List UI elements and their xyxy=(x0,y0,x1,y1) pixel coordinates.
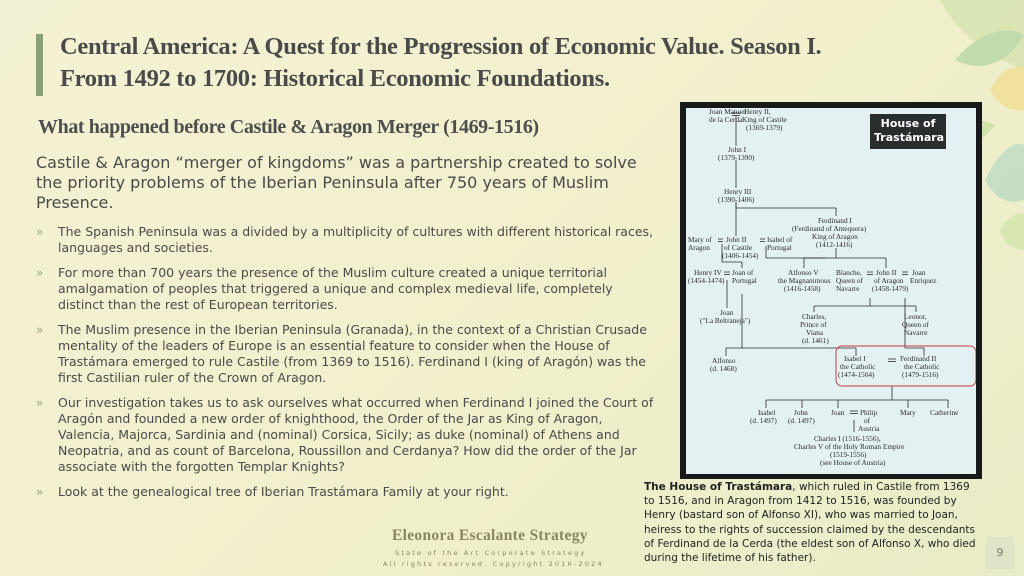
tree-node-charles-viana: (d. 1461) xyxy=(802,336,829,345)
bullet-item xyxy=(36,265,658,313)
tree-node-henry-ii: King of Castile xyxy=(742,115,787,124)
caption-bold: The House of Trastámara xyxy=(644,481,793,493)
bullet-item xyxy=(36,322,658,386)
tree-caption xyxy=(644,480,980,565)
tree-node-ferdinand-i: Ferdinand I xyxy=(818,216,852,225)
house-trastamara-badge xyxy=(870,114,946,149)
caption-text: , which ruled in Castile from 1369 to 1516, and in Aragon from 1412 to 1516, was founded by Henry (bastard son of Alfonso XI), who was married to Joan, heiress to the rights of succession claimed by the descendants of Ferdinand de la Cerda (the eldest son of Alfonso X, who died during the lifetime of his father). xyxy=(644,481,976,565)
badge-line1: House of xyxy=(880,117,936,130)
tree-node-charles-i: Charles V of the Holy Roman Empire xyxy=(794,442,905,451)
bullet-marker-icon: » xyxy=(36,485,44,499)
tree-node-alfonso-v: Alfonso V xyxy=(788,268,819,277)
company-tagline: State of the Art Corporate Strategy xyxy=(395,549,587,557)
lead-paragraph: Castile & Aragon “merger of kingdoms” was a partnership created to solve the priority problems of the Iberian Peninsula after 750 years of Muslim Presence. xyxy=(36,153,637,212)
tree-node-joan-enriquez: Joan xyxy=(912,268,926,277)
tree-node-john-ii-castile: John II xyxy=(726,235,747,244)
tree-node-joan-of-portugal: Joan of xyxy=(732,268,754,277)
company-logo-name: Eleonora Escalante Strategy xyxy=(392,527,588,544)
tree-node-charles-i: Charles I (1516-1556), xyxy=(814,434,881,443)
tree-node-juan-manuel: Joan Manuel xyxy=(709,108,747,116)
genealogy-tree-diagram xyxy=(686,108,976,474)
tree-node-henry-iii: (1390-1406) xyxy=(718,195,755,204)
tree-node-john-ii-aragon: of Aragon xyxy=(874,276,904,285)
bullet-text: The Muslim presence in the Iberian Peninsula (Granada), in the context of a Christian Crusade mentality of the leaders of Europe is an essential feature to consider when the House of Trastámara emerged to rule Castile (from 1369 to 1516). Ferdinand I (king of Aragón) was the first Castilian ruler of the Crown of Aragon. xyxy=(58,322,647,385)
bullet-marker-icon: » xyxy=(36,225,44,239)
tree-node-john-d1497: John xyxy=(794,408,808,417)
tree-node-mary-of-aragon: Aragon xyxy=(688,243,710,252)
bullet-marker-icon: » xyxy=(36,396,44,410)
tree-node-john-ii-castile: (1406-1454) xyxy=(722,251,759,260)
tree-node-henry-iv: Henry IV xyxy=(694,268,722,277)
tree-node-john-d1497: (d. 1497) xyxy=(788,416,815,425)
tree-node-henry-ii: (1369-1379) xyxy=(746,123,783,132)
tree-node-joan-enriquez: Enriquez xyxy=(910,276,937,285)
tree-node-isabel-of-portugal: Isabel of xyxy=(767,235,793,244)
tree-node-charles-i: (1519-1556) xyxy=(830,450,867,459)
tree-node-philip: of xyxy=(864,416,871,425)
bullet-text: Look at the genealogical tree of Iberian Trastámara Family at your right. xyxy=(58,484,509,499)
tree-node-alfonso: Alfonso xyxy=(712,356,736,365)
tree-node-joan-la-beltraneja: ("La Beltraneja") xyxy=(700,316,751,325)
tree-node-henry-ii: Henry II, xyxy=(744,108,771,116)
tree-node-catherine: Catherine xyxy=(930,408,959,417)
tree-node-mary: Mary xyxy=(900,408,916,417)
tree-node-joan: Joan xyxy=(831,408,845,417)
tree-node-john-i: (1379-1390) xyxy=(718,153,755,162)
tree-node-alfonso-v: (1416-1458) xyxy=(784,284,821,293)
slide-subtitle: What happened before Castile & Aragon Merger (1469-1516) xyxy=(38,116,539,138)
tree-node-joan-of-portugal: Portugal xyxy=(732,276,757,285)
slide-title-line2: From 1492 to 1700: Historical Economic Foundations. xyxy=(60,65,610,92)
tree-node-isabel-i: the Catholic xyxy=(840,362,876,371)
copyright-notice: All rights reserved. Copyright 2016-2024 xyxy=(383,560,604,568)
bullet-text: For more than 700 years the presence of the Muslim culture created a unique territorial amalgamation of peoples that triggered a unique and complex medieval life, completely distinct than the rest of European territories. xyxy=(58,265,613,312)
tree-node-isabel-of-portugal: Portugal xyxy=(767,243,792,252)
tree-node-isabel-d1497: (d. 1497) xyxy=(750,416,777,425)
bullet-text: Our investigation takes us to ask ourselves what occurred when Ferdinand I joined the Court of Aragón and founded a new order of knighthood, the Order of the Jar as King of Aragon, Valencia, Majorca, Sardinia and (nominal) Corsica, Sicily; as duke (nominal) of Athens and Neopatria, and as count of Barcelona, Roussillon and Cerdanya? How did the order of the Jar associate with the forgotten Templar Knights? xyxy=(58,395,654,474)
tree-node-blanche: Queen of xyxy=(836,276,863,285)
tree-node-charles-viana: Viana xyxy=(806,328,823,337)
tree-node-ferdinand-i: (1412-1416) xyxy=(816,240,853,249)
tree-node-henry-iii: Henry III xyxy=(724,187,752,196)
tree-node-leonor: Navarre xyxy=(904,328,928,337)
tree-node-john-ii-aragon: (1458-1479) xyxy=(872,284,909,293)
tree-node-henry-iv: (1454-1474) xyxy=(688,276,725,285)
tree-node-philip: Austria xyxy=(858,424,880,433)
page-number: 9 xyxy=(986,537,1014,569)
tree-node-blanche: Navarre xyxy=(836,284,860,293)
tree-node-isabel-d1497: Isabel xyxy=(758,408,776,417)
tree-node-charles-viana: Prince of xyxy=(800,320,827,329)
tree-node-john-i: John I xyxy=(728,145,747,154)
tree-node-charles-i: (see House of Austria) xyxy=(820,458,886,467)
bullet-item xyxy=(36,395,658,475)
title-accent-bar xyxy=(36,34,43,96)
tree-node-juan-manuel: de la Cerda xyxy=(709,115,743,124)
bullet-item xyxy=(36,484,658,500)
genealogy-tree-image xyxy=(680,102,982,479)
tree-node-alfonso: (d. 1468) xyxy=(710,364,737,373)
tree-node-mary-of-aragon: Mary of xyxy=(688,235,712,244)
tree-node-ferdinand-i: (Ferdinand of Antequera) xyxy=(792,224,867,233)
slide-title xyxy=(60,31,940,95)
tree-node-charles-viana: Charles, xyxy=(802,312,827,321)
tree-node-leonor: Leonor, xyxy=(904,312,927,321)
bullet-list xyxy=(36,224,658,509)
tree-node-philip: Philip xyxy=(860,408,878,417)
tree-node-isabel-i: Isabel I xyxy=(844,354,866,363)
bullet-item xyxy=(36,224,658,256)
badge-line2: Trastámara xyxy=(874,131,945,144)
tree-node-john-ii-aragon: John II xyxy=(876,268,897,277)
genealogy-tree-panel xyxy=(686,108,976,474)
tree-node-ferdinand-i: King of Aragon xyxy=(812,232,858,241)
slide-title-line1: Central America: A Quest for the Progression of Economic Value. Season I. xyxy=(60,33,822,60)
tree-node-ferdinand-ii: (1479-1516) xyxy=(902,370,939,379)
tree-node-joan-la-beltraneja: Joan xyxy=(720,308,734,317)
tree-node-ferdinand-ii: Ferdinand II xyxy=(900,354,937,363)
bullet-marker-icon: » xyxy=(36,266,44,280)
tree-node-leonor: Queen of xyxy=(902,320,929,329)
tree-node-ferdinand-ii: the Catholic xyxy=(904,362,940,371)
tree-node-blanche: Blanche, xyxy=(836,268,862,277)
tree-node-isabel-i: (1474-1504) xyxy=(838,370,875,379)
bullet-marker-icon: » xyxy=(36,323,44,337)
tree-node-john-ii-castile: of Castile xyxy=(724,243,753,252)
tree-node-alfonso-v: the Magnanimous xyxy=(778,276,831,285)
bullet-text: The Spanish Peninsula was a divided by a multiplicity of cultures with different historical races, languages and societies. xyxy=(58,224,653,255)
